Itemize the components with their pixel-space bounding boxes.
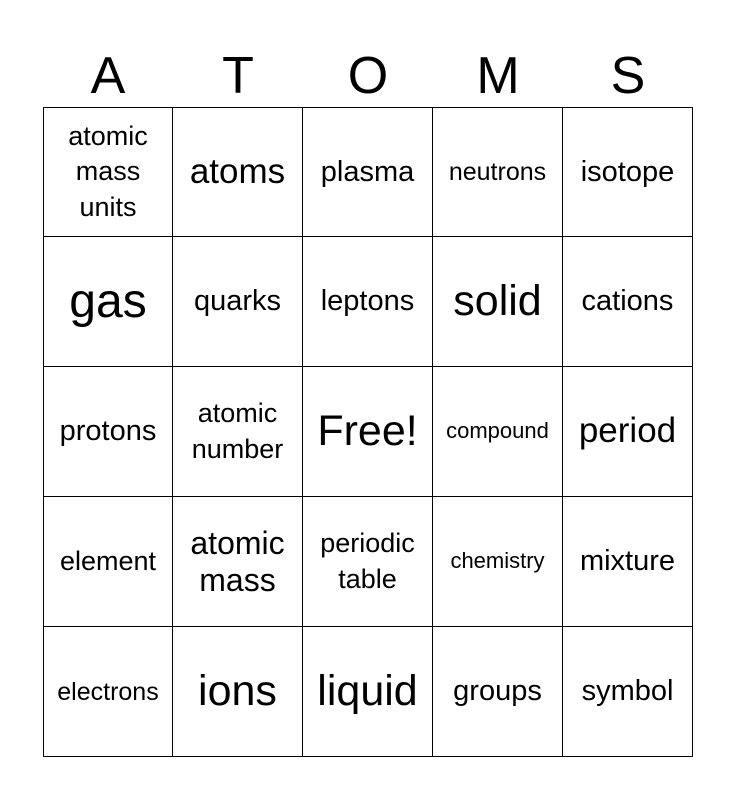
cell-label: atomic mass <box>190 524 285 598</box>
bingo-cell[interactable] <box>173 497 303 627</box>
cell-label: compound <box>446 418 549 444</box>
bingo-cell[interactable] <box>563 367 693 497</box>
bingo-cell[interactable] <box>173 367 303 497</box>
cell-label: atoms <box>189 151 286 191</box>
bingo-cell[interactable] <box>173 107 303 237</box>
bingo-cell[interactable] <box>433 107 563 237</box>
bingo-cell[interactable] <box>303 627 433 757</box>
header-letter-m: M <box>476 47 520 105</box>
bingo-cell[interactable] <box>433 237 563 367</box>
free-space-label: Free! <box>317 407 418 455</box>
cell-label: ions <box>198 667 277 715</box>
header-letter-a: A <box>90 47 126 105</box>
cell-label: plasma <box>320 155 415 188</box>
cell-label: element <box>59 545 157 576</box>
bingo-cell[interactable] <box>563 107 693 237</box>
bingo-cell[interactable] <box>563 497 693 627</box>
cell-label: period <box>578 411 677 451</box>
cell-label: neutrons <box>448 158 547 186</box>
cell-label: groups <box>453 675 542 708</box>
bingo-cell[interactable] <box>303 107 433 237</box>
header-letter-o: O <box>347 47 389 105</box>
cell-label: quarks <box>193 285 282 318</box>
bingo-cell[interactable] <box>43 367 173 497</box>
cell-label: leptons <box>320 285 415 318</box>
bingo-cell[interactable] <box>43 237 173 367</box>
bingo-cell[interactable] <box>43 107 173 237</box>
cell-label: gas <box>69 274 147 328</box>
cell-label: solid <box>453 277 542 325</box>
bingo-cell[interactable] <box>563 237 693 367</box>
cell-label: periodic table <box>320 528 415 594</box>
cell-label: mixture <box>579 545 676 578</box>
cell-label: isotope <box>580 155 675 188</box>
bingo-cell[interactable] <box>303 497 433 627</box>
cell-label: liquid <box>317 667 418 715</box>
bingo-cell[interactable] <box>433 627 563 757</box>
bingo-header <box>43 44 693 108</box>
bingo-cell[interactable] <box>303 237 433 367</box>
cell-label: symbol <box>581 675 674 708</box>
bingo-cell[interactable] <box>433 497 563 627</box>
bingo-cell[interactable] <box>433 367 563 497</box>
cell-label: atomic mass units <box>68 121 148 222</box>
bingo-cell[interactable] <box>563 627 693 757</box>
cell-label: protons <box>59 415 157 448</box>
cell-label: cations <box>581 285 674 318</box>
cell-label: electrons <box>57 677 159 706</box>
bingo-board <box>43 107 693 757</box>
cell-label: chemistry <box>450 548 545 574</box>
header-letter-t: T <box>222 47 254 105</box>
bingo-cell[interactable] <box>173 237 303 367</box>
cell-label: atomic number <box>191 398 284 464</box>
bingo-cell-free[interactable] <box>303 367 433 497</box>
bingo-cell[interactable] <box>43 497 173 627</box>
bingo-cell[interactable] <box>43 627 173 757</box>
bingo-cell[interactable] <box>173 627 303 757</box>
header-letter-s: S <box>610 47 646 105</box>
